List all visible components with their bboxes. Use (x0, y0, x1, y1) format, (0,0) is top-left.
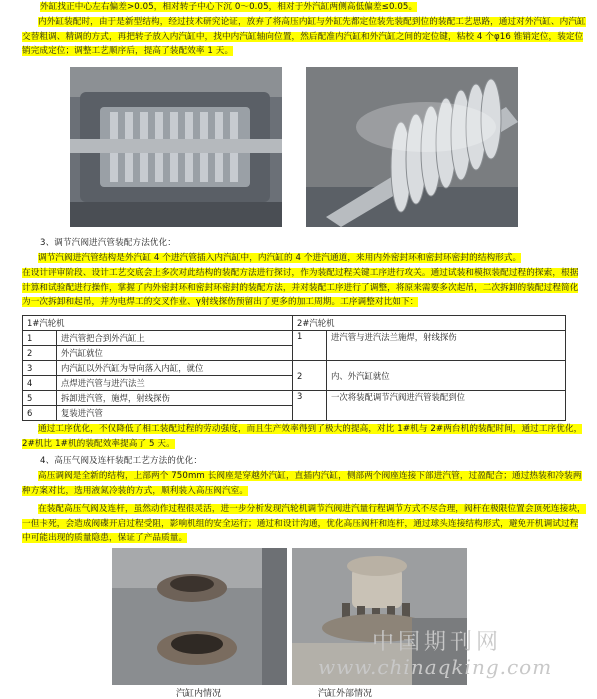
left-step-no: 2 (23, 346, 57, 361)
heading-section-4 (40, 454, 580, 469)
table-row (23, 361, 566, 376)
section-3-title: 3、调节汽阀进汽管装配方法优化： (40, 238, 176, 248)
valve-linkage-text: 在装配高压气阀及连杆，虽然动作过程很灵活，进一步分析发现汽轮机调节汽阀进汽量行程调节方式不尽合理，阀杆在极限位置会顶死连接块，一但卡死，会造成阀碟开启过程受阻，影响机组的安全运行；通过和设计沟通，优化高压阀杆和连杆，通过球头连接结构形式，避免开机调试过程中可能出现的质量隐患，保证了产品质量。 (22, 504, 586, 543)
left-step-text: 拆卸进汽管，施焊，射线探伤 (57, 391, 293, 406)
table-row (23, 331, 566, 346)
left-step-no: 3 (23, 361, 57, 376)
section-4-title: 4、高压气阀及连杆装配工艺方法的优化： (40, 456, 203, 466)
left-step-text: 点焊进汽管与进汽法兰 (57, 376, 293, 391)
optimization-result-text: 通过工序优化，不仅降低了相工装配过程的劳动强度，而且生产效率得到了极大的提高，对比 1#机与 2#两台机的装配时间，通过工序优化，2#机比 1#机的装配效率提高了 5 天。 (22, 424, 583, 449)
left-step-no: 5 (23, 391, 57, 406)
left-step-no: 1 (23, 331, 57, 346)
watermark-url: www.chinaqking.com (318, 655, 553, 679)
valve-structure-text: 调节汽阀进汽管结构是外汽缸 4 个进汽管插入内汽缸中，内汽缸的 4 个进汽通道，来用内外密封环和密封环密封的结构形式。 (38, 253, 522, 263)
left-step-text: 外汽缸就位 (57, 346, 293, 361)
right-step-no: 1 (293, 331, 327, 361)
heading-section-3 (40, 236, 580, 251)
photo-inner-casing (112, 548, 287, 685)
paragraph-valve-seat (22, 469, 587, 498)
paragraph-casing-assembly (22, 15, 587, 59)
caption-outer-casing: 汽缸外部情况 (318, 689, 373, 699)
table-row (23, 391, 566, 406)
left-step-no: 4 (23, 376, 57, 391)
assembly-method-text: 在设计评审阶段、设计工艺交底会上多次对此结构的装配方法进行探讨，作为装配过程关键工序进行攻关。通过试装和模拟装配过程的探索，根据计算和试验配进行操作，掌握了内外密封环和密封环密封的装配方法，并对装配工序进行了调整，将原来需要多次起吊，二次拆卸的装配过程简化为一次拆卸和起吊，并为电焊工的交叉作业、γ射线探伤预留出了更多的加工周期。工序调整对比如下： (22, 268, 579, 307)
process-comparison-table (22, 315, 566, 421)
photo-rotor (306, 67, 518, 227)
paragraph-valve-structure (22, 251, 587, 266)
valve-seat-text: 高压调阀是全新的结构，上部两个 750mm 长阀座是穿越外汽缸，直插内汽缸，侧部两个阀座连接下部进汽管，过盈配合；通过热装和冷装两种方案对比，选用液氮冷装的方式，顺利装入高压阀汽室。 (22, 471, 582, 496)
paragraph-optimization-result (22, 422, 587, 451)
caption-inner-casing: 汽缸内情况 (176, 689, 222, 699)
right-step-no: 3 (293, 391, 327, 421)
paragraph-valve-linkage (22, 502, 587, 546)
paragraph-assembly-method (22, 266, 587, 310)
right-step-text: 内、外汽缸就位 (327, 361, 566, 391)
table-header-row (23, 316, 566, 331)
alignment-text: 外缸找正中心左右偏差>0.05，相对转子中心下沉 0～0.05，相对于外汽缸两侧高低偏差≤0.05。 (40, 2, 418, 12)
photo-casing-halves (70, 67, 282, 227)
right-header: 2#汽轮机 (293, 316, 566, 331)
casing-assembly-text: 内外缸装配时，由于是新型结构，经过技术研究论证，放弃了将高压内缸与外缸先都定位装先装配到位的装配工艺思路，通过对外汽缸、内汽缸交替粗调、精调的方式，再把转子放入内汽缸中，找中内汽缸轴向位置，然后配准内汽缸和外汽缸之间的定位键，粘校 4 个φ16 锥销定位，装定位销完成定位；调整工艺顺序后，提高了装配效率 1 天。 (22, 17, 586, 56)
paragraph-alignment (40, 0, 580, 15)
left-header: 1#汽轮机 (23, 316, 293, 331)
right-step-no: 2 (293, 361, 327, 391)
watermark-site-name: 中国期刊网 (372, 630, 503, 655)
left-step-text: 进汽管把合到外汽缸上 (57, 331, 293, 346)
left-step-text: 复装进汽管 (57, 406, 293, 421)
left-step-text: 内汽缸以外汽缸为导向落入内缸，就位 (57, 361, 293, 376)
right-step-text: 进汽管与进汽法兰施焊，射线探伤 (327, 331, 566, 361)
right-step-text: 一次将装配调节汽阀进汽管装配到位 (327, 391, 566, 421)
left-step-no: 6 (23, 406, 57, 421)
